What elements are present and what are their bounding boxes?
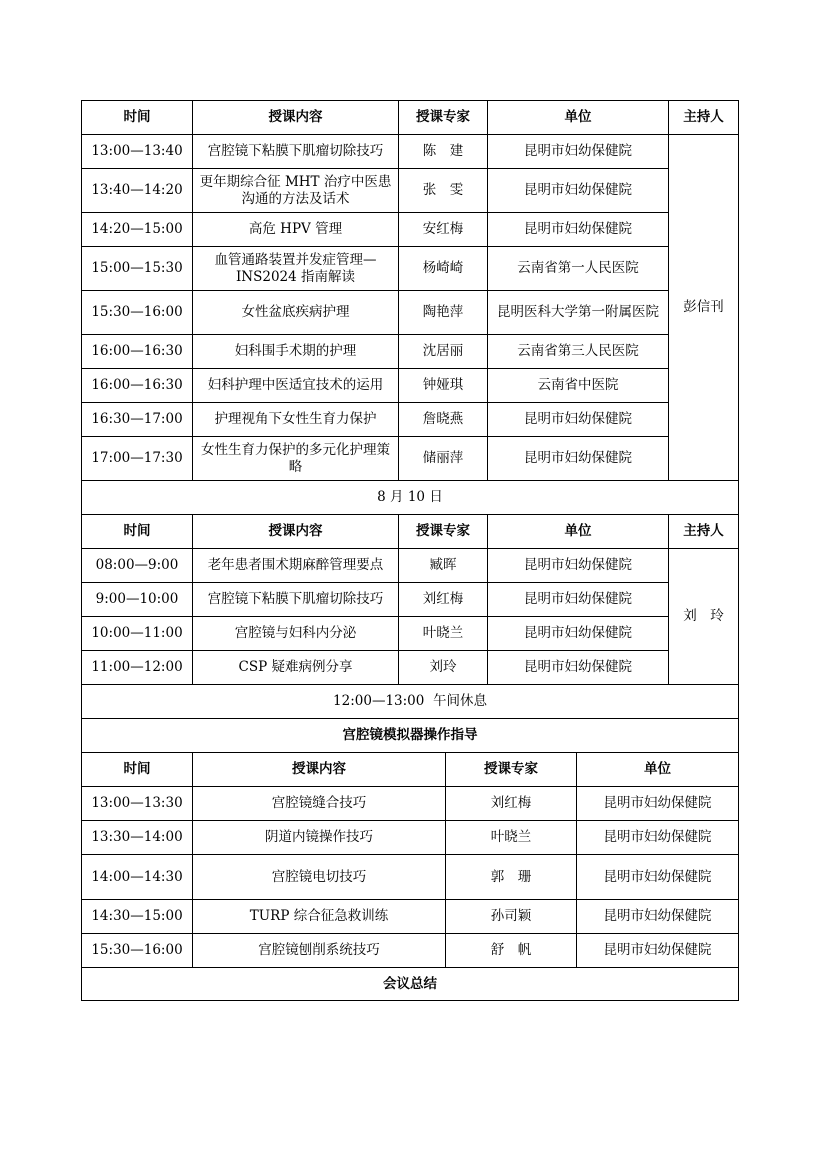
table-row bbox=[82, 403, 739, 437]
table-row bbox=[82, 437, 739, 481]
cell-host: 刘 玲 bbox=[669, 549, 739, 685]
cell-unit: 云南省第三人民医院 bbox=[488, 335, 669, 369]
cell-unit: 昆明市妇幼保健院 bbox=[488, 403, 669, 437]
cell-topic: 高危 HPV 管理 bbox=[193, 213, 399, 247]
table-header-row bbox=[82, 515, 739, 549]
cell-expert: 钟娅琪 bbox=[399, 369, 488, 403]
cell-topic: 宫腔镜电切技巧 bbox=[193, 855, 446, 900]
cell-time: 15:30—16:00 bbox=[82, 291, 193, 335]
header-unit: 单位 bbox=[577, 753, 739, 787]
cell-host: 彭信刊 bbox=[669, 135, 739, 481]
cell-topic: 妇科围手术期的护理 bbox=[193, 335, 399, 369]
date-label: 8 月 10 日 bbox=[82, 481, 739, 515]
cell-unit: 云南省第一人民医院 bbox=[488, 247, 669, 291]
cell-topic: 更年期综合征 MHT 治疗中医患沟通的方法及话术 bbox=[193, 169, 399, 213]
table-row bbox=[82, 934, 739, 968]
cell-unit: 昆明市妇幼保健院 bbox=[488, 549, 669, 583]
cell-time: 9:00—10:00 bbox=[82, 583, 193, 617]
header-unit: 单位 bbox=[488, 515, 669, 549]
header-host: 主持人 bbox=[669, 101, 739, 135]
cell-topic: 宫腔镜刨削系统技巧 bbox=[193, 934, 446, 968]
table-header-row bbox=[82, 101, 739, 135]
table-row bbox=[82, 247, 739, 291]
cell-unit: 昆明医科大学第一附属医院 bbox=[488, 291, 669, 335]
cell-topic: 女性盆底疾病护理 bbox=[193, 291, 399, 335]
table-row bbox=[82, 369, 739, 403]
cell-unit: 昆明市妇幼保健院 bbox=[488, 135, 669, 169]
header-topic: 授课内容 bbox=[193, 753, 446, 787]
cell-time: 13:00—13:30 bbox=[82, 787, 193, 821]
cell-topic: 宫腔镜与妇科内分泌 bbox=[193, 617, 399, 651]
table-row bbox=[82, 213, 739, 247]
cell-unit: 昆明市妇幼保健院 bbox=[577, 934, 739, 968]
table-row bbox=[82, 900, 739, 934]
table-row bbox=[82, 787, 739, 821]
cell-expert: 刘红梅 bbox=[446, 787, 577, 821]
header-topic: 授课内容 bbox=[193, 101, 399, 135]
header-expert: 授课专家 bbox=[446, 753, 577, 787]
cell-time: 17:00—17:30 bbox=[82, 437, 193, 481]
cell-expert: 张 雯 bbox=[399, 169, 488, 213]
cell-time: 13:00—13:40 bbox=[82, 135, 193, 169]
cell-topic: 女性生育力保护的多元化护理策略 bbox=[193, 437, 399, 481]
date-row bbox=[82, 481, 739, 515]
table-row bbox=[82, 651, 739, 685]
cell-topic: 妇科护理中医适宜技术的运用 bbox=[193, 369, 399, 403]
cell-expert: 陈 建 bbox=[399, 135, 488, 169]
cell-unit: 昆明市妇幼保健院 bbox=[488, 583, 669, 617]
cell-time: 15:30—16:00 bbox=[82, 934, 193, 968]
cell-time: 14:30—15:00 bbox=[82, 900, 193, 934]
cell-topic: CSP 疑难病例分享 bbox=[193, 651, 399, 685]
cell-expert: 詹晓燕 bbox=[399, 403, 488, 437]
cell-unit: 昆明市妇幼保健院 bbox=[488, 169, 669, 213]
table-row bbox=[82, 821, 739, 855]
cell-topic: TURP 综合征急救训练 bbox=[193, 900, 446, 934]
cell-unit: 昆明市妇幼保健院 bbox=[577, 900, 739, 934]
cell-time: 11:00—12:00 bbox=[82, 651, 193, 685]
header-expert: 授课专家 bbox=[399, 515, 488, 549]
cell-unit: 昆明市妇幼保健院 bbox=[577, 787, 739, 821]
cell-time: 08:00—9:00 bbox=[82, 549, 193, 583]
cell-topic: 血管通路装置并发症管理—INS2024 指南解读 bbox=[193, 247, 399, 291]
cell-topic: 阴道内镜操作技巧 bbox=[193, 821, 446, 855]
cell-topic: 宫腔镜下粘膜下肌瘤切除技巧 bbox=[193, 135, 399, 169]
cell-unit: 昆明市妇幼保健院 bbox=[488, 213, 669, 247]
cell-unit: 云南省中医院 bbox=[488, 369, 669, 403]
header-time: 时间 bbox=[82, 101, 193, 135]
table-header-row bbox=[82, 753, 739, 787]
table-row bbox=[82, 135, 739, 169]
table-row bbox=[82, 617, 739, 651]
table-row bbox=[82, 583, 739, 617]
cell-time: 13:40—14:20 bbox=[82, 169, 193, 213]
lunch-row bbox=[82, 685, 739, 719]
cell-topic: 护理视角下女性生育力保护 bbox=[193, 403, 399, 437]
cell-expert: 刘红梅 bbox=[399, 583, 488, 617]
schedule-table-simulator bbox=[81, 752, 739, 1001]
table-row bbox=[82, 291, 739, 335]
cell-expert: 沈居丽 bbox=[399, 335, 488, 369]
cell-unit: 昆明市妇幼保健院 bbox=[488, 437, 669, 481]
header-time: 时间 bbox=[82, 753, 193, 787]
cell-unit: 昆明市妇幼保健院 bbox=[577, 821, 739, 855]
cell-expert: 安红梅 bbox=[399, 213, 488, 247]
cell-expert: 郭 珊 bbox=[446, 855, 577, 900]
cell-topic: 宫腔镜下粘膜下肌瘤切除技巧 bbox=[193, 583, 399, 617]
cell-time: 16:00—16:30 bbox=[82, 335, 193, 369]
cell-time: 14:20—15:00 bbox=[82, 213, 193, 247]
cell-expert: 臧晖 bbox=[399, 549, 488, 583]
table-row bbox=[82, 549, 739, 583]
cell-expert: 刘玲 bbox=[399, 651, 488, 685]
summary-label: 会议总结 bbox=[82, 968, 739, 1001]
header-expert: 授课专家 bbox=[399, 101, 488, 135]
simulator-section-title: 宫腔镜模拟器操作指导 bbox=[82, 719, 739, 753]
cell-expert: 舒 帆 bbox=[446, 934, 577, 968]
cell-unit: 昆明市妇幼保健院 bbox=[577, 855, 739, 900]
cell-time: 16:00—16:30 bbox=[82, 369, 193, 403]
cell-expert: 孙司颖 bbox=[446, 900, 577, 934]
header-host: 主持人 bbox=[669, 515, 739, 549]
table-row bbox=[82, 335, 739, 369]
table-row bbox=[82, 855, 739, 900]
cell-topic: 老年患者围术期麻醉管理要点 bbox=[193, 549, 399, 583]
summary-row bbox=[82, 968, 739, 1001]
cell-expert: 叶晓兰 bbox=[399, 617, 488, 651]
cell-time: 10:00—11:00 bbox=[82, 617, 193, 651]
header-topic: 授课内容 bbox=[193, 515, 399, 549]
header-time: 时间 bbox=[82, 515, 193, 549]
cell-expert: 叶晓兰 bbox=[446, 821, 577, 855]
cell-time: 16:30—17:00 bbox=[82, 403, 193, 437]
section-title-row bbox=[82, 719, 739, 753]
cell-expert: 储丽萍 bbox=[399, 437, 488, 481]
header-unit: 单位 bbox=[488, 101, 669, 135]
table-row bbox=[82, 169, 739, 213]
schedule-table-main bbox=[81, 100, 739, 753]
cell-expert: 陶艳萍 bbox=[399, 291, 488, 335]
cell-unit: 昆明市妇幼保健院 bbox=[488, 651, 669, 685]
cell-time: 15:00—15:30 bbox=[82, 247, 193, 291]
cell-expert: 杨崎崎 bbox=[399, 247, 488, 291]
cell-time: 14:00—14:30 bbox=[82, 855, 193, 900]
cell-topic: 宫腔镜缝合技巧 bbox=[193, 787, 446, 821]
cell-time: 13:30—14:00 bbox=[82, 821, 193, 855]
lunch-label: 12:00—13:00 午间休息 bbox=[82, 685, 739, 719]
cell-unit: 昆明市妇幼保健院 bbox=[488, 617, 669, 651]
